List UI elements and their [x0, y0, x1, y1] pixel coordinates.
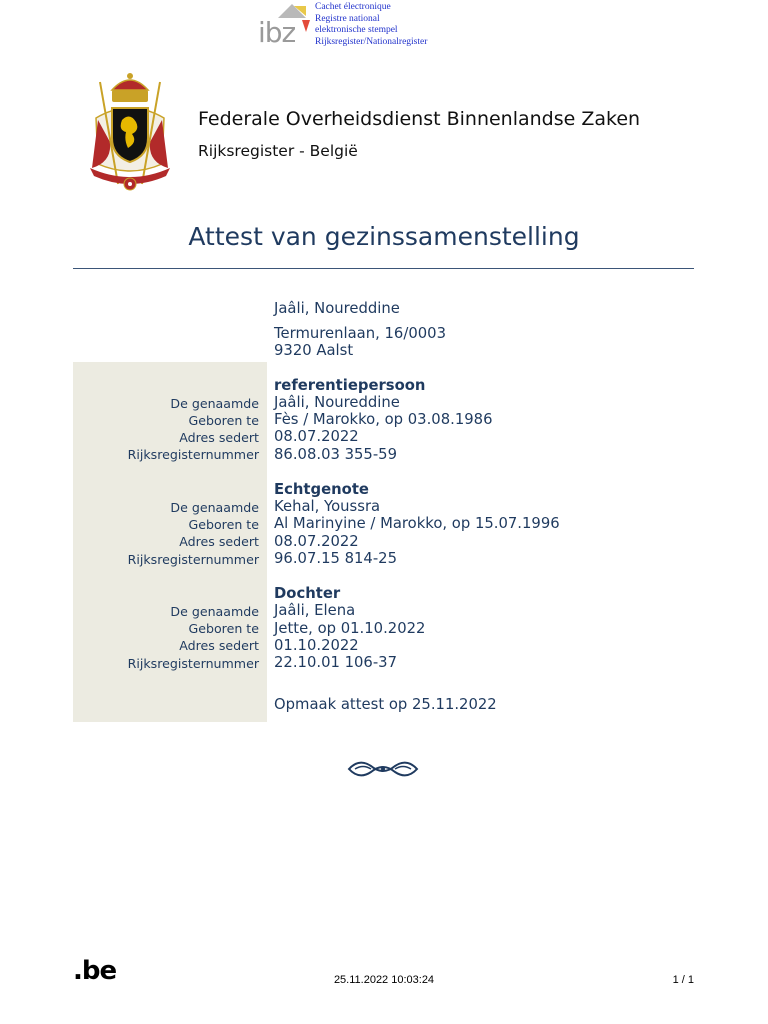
- label-national-number: Rijksregisternummer: [127, 447, 259, 462]
- addressee-city: 9320 Aalst: [274, 342, 354, 359]
- member-born: Jette, op 01.10.2022: [274, 620, 426, 637]
- member-address-since: 01.10.2022: [274, 637, 359, 654]
- stamp-line: Cachet électronique: [315, 2, 391, 12]
- document-title: Attest van gezinssamenstelling: [188, 222, 580, 251]
- label-name: De genaamde: [170, 500, 259, 515]
- be-logo: .be: [73, 956, 117, 986]
- ibz-logo: [256, 2, 314, 48]
- label-born: Geboren te: [188, 517, 259, 532]
- label-national-number: Rijksregisternummer: [127, 552, 259, 567]
- label-address-since: Adres sedert: [179, 638, 259, 653]
- belgian-coat-of-arms-icon: [82, 72, 178, 194]
- footer-timestamp: 25.11.2022 10:03:24: [333, 974, 435, 986]
- member-name: Kehal, Youssra: [274, 498, 381, 515]
- addressee-street: Termurenlaan, 16/0003: [274, 325, 446, 342]
- member-name: Jaâli, Noureddine: [274, 394, 400, 411]
- member-name: Jaâli, Elena: [274, 602, 356, 619]
- label-name: De genaamde: [170, 604, 259, 619]
- stamp-line: Rijksregister/Nationalregister: [315, 36, 428, 47]
- member-address-since: 08.07.2022: [274, 428, 359, 445]
- ibz-logo-text: ibz: [258, 16, 296, 49]
- label-born: Geboren te: [188, 621, 259, 636]
- register-name: Rijksregister - België: [198, 142, 358, 160]
- member-national-number: 86.08.03 355-59: [274, 446, 398, 463]
- label-name: De genaamde: [170, 396, 259, 411]
- page-number: 1 / 1: [672, 974, 694, 986]
- stamp-line: elektronische stempel: [315, 25, 398, 35]
- member-address-since: 08.07.2022: [274, 533, 359, 550]
- issue-date: Opmaak attest op 25.11.2022: [274, 696, 497, 713]
- label-address-since: Adres sedert: [179, 534, 259, 549]
- electronic-stamp: [256, 2, 456, 50]
- flourish-ornament-icon: [345, 756, 421, 782]
- member-national-number: 96.07.15 814-25: [274, 550, 398, 567]
- member-born: Al Marinyine / Marokko, op 15.07.1996: [274, 515, 560, 532]
- addressee-name: Jaâli, Noureddine: [274, 300, 400, 317]
- agency-name: Federale Overheidsdienst Binnenlandse Zaken: [198, 108, 641, 130]
- label-address-since: Adres sedert: [179, 430, 259, 445]
- label-national-number: Rijksregisternummer: [127, 656, 259, 671]
- stamp-line: Registre national: [315, 13, 380, 24]
- member-role: referentiepersoon: [274, 377, 426, 394]
- title-divider: [73, 268, 694, 269]
- member-role: Echtgenote: [274, 481, 369, 498]
- label-born: Geboren te: [188, 413, 259, 428]
- member-national-number: 22.10.01 106-37: [274, 654, 398, 671]
- stamp-text: [315, 2, 427, 48]
- member-born: Fès / Marokko, op 03.08.1986: [274, 411, 493, 428]
- member-role: Dochter: [274, 585, 341, 602]
